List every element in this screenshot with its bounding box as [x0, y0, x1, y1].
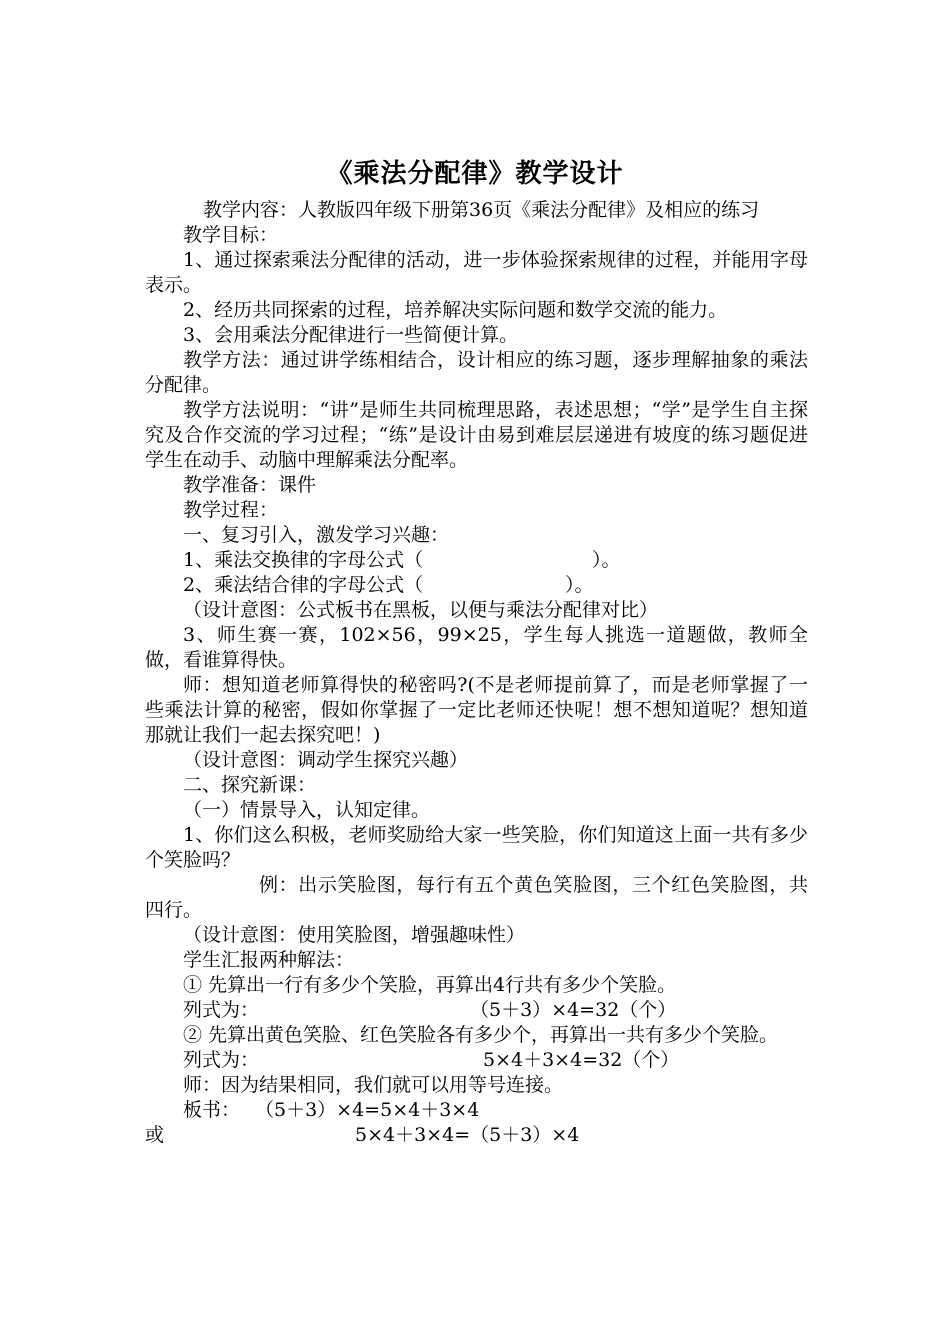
sub-section-1: （一）情景导入，认知定律。 — [183, 799, 431, 821]
race-activity: 3、师生赛一赛，102×56，99×25，学生每人挑选一道题做，教师全做，看谁算得快。 — [145, 624, 808, 671]
intent-1: （设计意图：公式板书在黑板，以便与乘法分配律对比） — [183, 599, 659, 621]
document-title: 《乘法分配律》教学设计 — [326, 159, 624, 189]
student-report: 学生汇报两种解法： — [183, 949, 355, 971]
teacher-speech-1: 师：想知道老师算得快的秘密吗?(不是老师提前算了，而是老师掌握了一些乘法计算的秘密，假如你掌握了一定比老师还快呢！想不想知道呢？想知道那就让我们一起去探究吧！) — [145, 674, 808, 746]
teaching-process: 教学过程： — [183, 499, 279, 521]
board-row-2 — [145, 1123, 808, 1148]
teaching-content: 教学内容：人教版四年级下册第36页《乘法分配律》及相应的练习 — [203, 199, 760, 221]
document-body — [145, 198, 808, 1148]
solution-1: ① 先算出一行有多少个笑脸，再算出4行共有多少个笑脸。 — [183, 974, 677, 996]
review-2 — [145, 573, 808, 598]
section-1-heading: 一、复习引入，激发学习兴趣： — [183, 524, 450, 546]
review-2-label: 2、乘法结合律的字母公式（ — [183, 574, 424, 596]
solution-2: ② 先算出黄色笑脸、红色笑脸各有多少个，再算出一共有多少个笑脸。 — [183, 1024, 779, 1046]
board-row-1 — [145, 1098, 808, 1123]
formula-row-1 — [145, 998, 808, 1023]
goal-1: 1、通过探索乘法分配律的活动，进一步体验探索规律的过程，并能用字母表示。 — [145, 249, 808, 296]
board-formula-2: 5×4＋3×4=（5＋3）×4 — [355, 1124, 580, 1146]
formula-2: 5×4＋3×4=32（个） — [483, 1049, 680, 1071]
review-2-end: ）。 — [565, 574, 594, 596]
teaching-method: 教学方法：通过讲学练相结合，设计相应的练习题，逐步理解抽象的乘法分配律。 — [145, 349, 808, 396]
formula-1: （5＋3）×4=32（个） — [470, 999, 677, 1021]
smile-question: 1、你们这么积极，老师奖励给大家一些笑脸，你们知道这上面一共有多少个笑脸吗？ — [145, 824, 808, 871]
goals-heading: 教学目标： — [183, 224, 279, 246]
section-2-heading: 二、探究新课： — [183, 774, 317, 796]
intent-2: （设计意图：调动学生探究兴趣） — [183, 749, 469, 771]
board-formula-1: （5＋3）×4=5×4＋3×4 — [255, 1099, 480, 1121]
review-1-label: 1、乘法交换律的字母公式（ — [183, 549, 424, 571]
review-1 — [145, 548, 808, 573]
board-label: 板书： — [183, 1099, 241, 1121]
example-text: 例：出示笑脸图，每行有五个黄色笑脸图，三个红色笑脸图，共四行。 — [145, 874, 808, 921]
teacher-speech-2: 师：因为结果相同，我们就可以用等号连接。 — [183, 1074, 564, 1096]
review-1-end: ）。 — [592, 549, 621, 571]
teaching-prep: 教学准备：课件 — [183, 474, 317, 496]
intent-3: （设计意图：使用笑脸图，增强趣味性） — [183, 924, 526, 946]
goal-3: 3、会用乘法分配律进行一些简便计算。 — [183, 324, 519, 346]
teaching-method-note: 教学方法说明：“讲”是师生共同梳理思路，表述思想；“学”是学生自主探究及合作交流的学习过程；“练”是设计由易到难层层递进有坡度的练习题促进学生在动手、动脑中理解乘法分配率。 — [145, 399, 808, 471]
goal-2: 2、经历共同探索的过程，培养解决实际问题和数学交流的能力。 — [183, 299, 728, 321]
or-label: 或 — [145, 1124, 165, 1146]
formula-row-2 — [145, 1048, 808, 1073]
formula-label-1: 列式为： — [183, 999, 260, 1021]
formula-label-2: 列式为： — [183, 1049, 260, 1071]
